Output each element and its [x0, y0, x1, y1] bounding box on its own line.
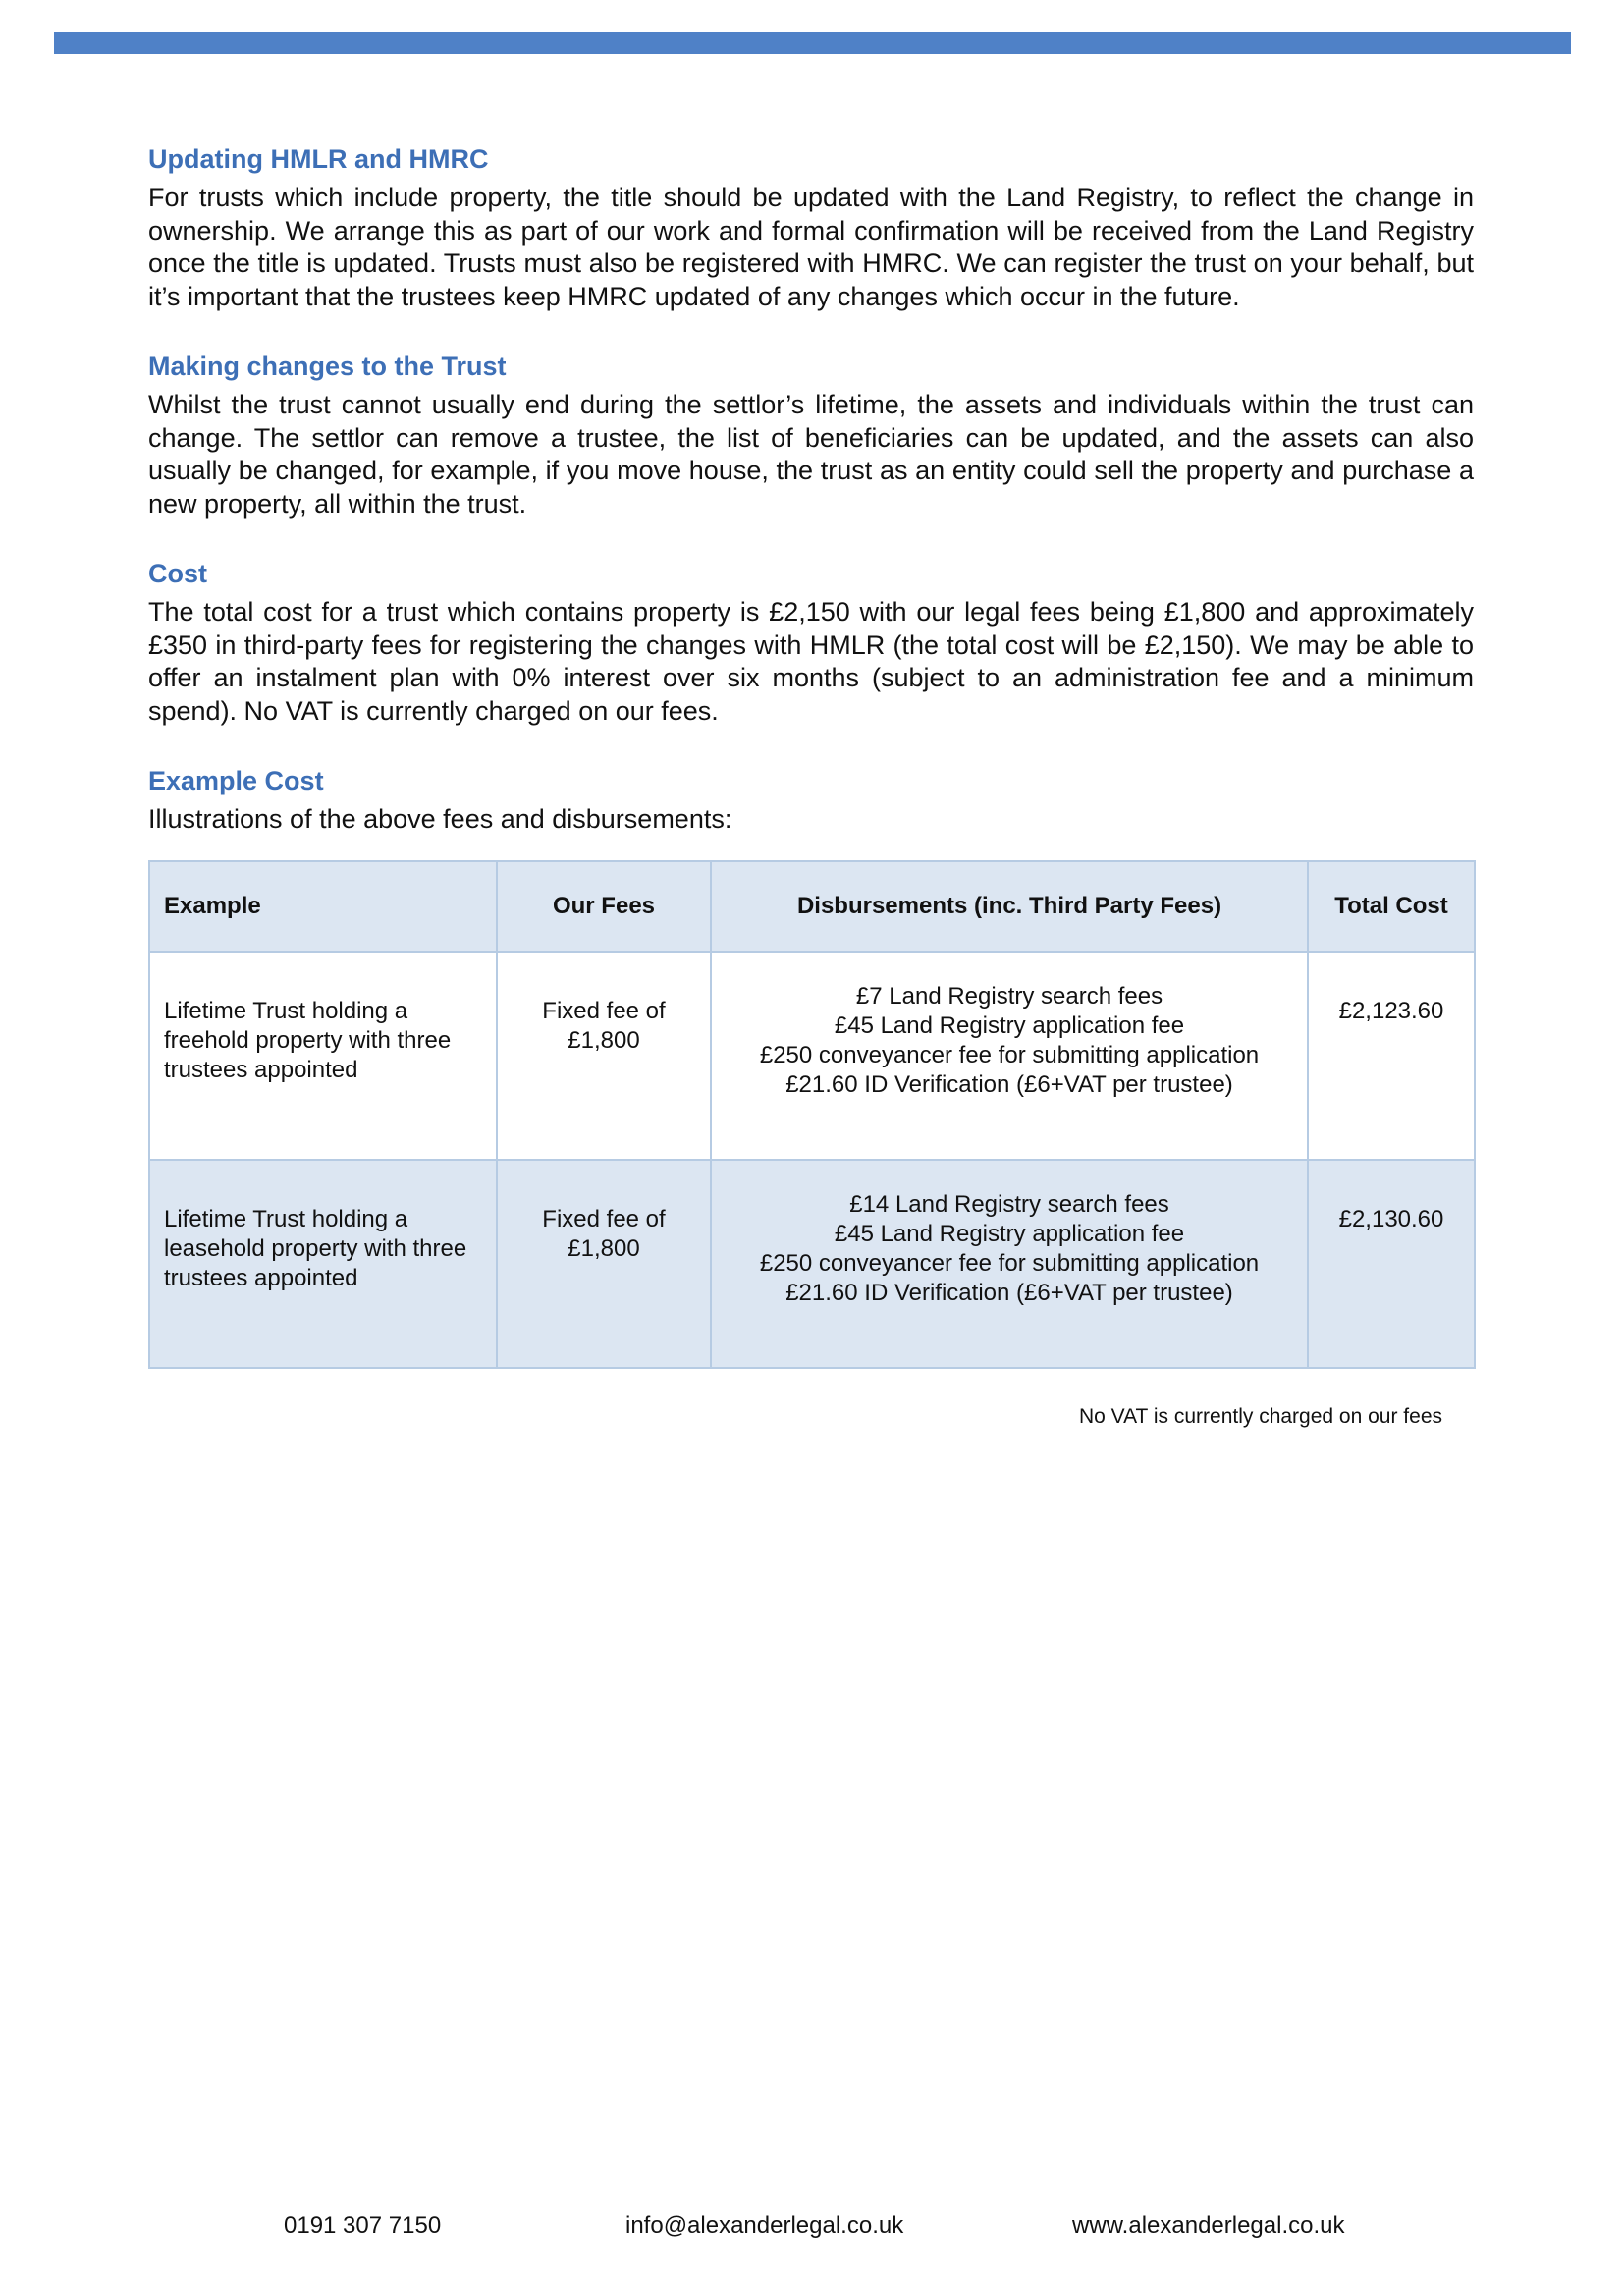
disbursements-cell	[711, 952, 1308, 1160]
total-cost-cell: £2,130.60	[1308, 1160, 1475, 1368]
our-fees-cell: Fixed fee of £1,800	[497, 1160, 711, 1368]
disbursement-item: £250 conveyancer fee for submitting application	[759, 1249, 1260, 1277]
section-paragraph: Whilst the trust cannot usually end during the settlor’s lifetime, the assets and individuals within the trust can change. The settlor can remove a trustee, the list of beneficiaries can be updated, and the assets can also usually be changed, for example, if you move house, the trust as an entity could sell the property and purchase a new property, all within the trust.	[148, 390, 1474, 519]
page-footer	[0, 2213, 1623, 2242]
section-making-changes	[148, 350, 1474, 520]
section-heading: Updating HMLR and HMRC	[148, 144, 489, 174]
section-heading: Making changes to the Trust	[148, 352, 507, 381]
document-body	[148, 142, 1474, 1429]
fees-table	[148, 860, 1476, 1369]
disbursement-item: £45 Land Registry application fee	[834, 1011, 1185, 1039]
disbursement-item: £250 conveyancer fee for submitting application	[759, 1041, 1260, 1068]
section-updating-hmlr-hmrc	[148, 142, 1474, 313]
table-row	[149, 1160, 1475, 1368]
section-cost	[148, 557, 1474, 728]
our-fees-cell: Fixed fee of £1,800	[497, 952, 711, 1160]
column-header-total-cost: Total Cost	[1308, 861, 1475, 952]
disbursement-item: £45 Land Registry application fee	[834, 1220, 1185, 1247]
section-paragraph: Illustrations of the above fees and disbursements:	[148, 804, 732, 834]
column-header-example: Example	[149, 861, 497, 952]
section-heading: Example Cost	[148, 766, 324, 795]
footer-website-link[interactable]: www.alexanderlegal.co.uk	[1072, 2213, 1345, 2239]
footer-email-link[interactable]: info@alexanderlegal.co.uk	[625, 2213, 904, 2239]
disbursement-item: £7 Land Registry search fees	[855, 982, 1163, 1010]
table-header-row	[149, 861, 1475, 952]
top-accent-bar	[54, 32, 1571, 54]
example-cell: Lifetime Trust holding a freehold property with three trustees appointed	[149, 952, 497, 1160]
column-header-our-fees: Our Fees	[497, 861, 711, 952]
table-row	[149, 952, 1475, 1160]
section-example-cost	[148, 764, 1474, 837]
column-header-disbursements: Disbursements (inc. Third Party Fees)	[711, 861, 1308, 952]
example-cell: Lifetime Trust holding a leasehold property with three trustees appointed	[149, 1160, 497, 1368]
disbursement-item: £21.60 ID Verification (£6+VAT per trustee)	[785, 1070, 1233, 1098]
total-cost-cell: £2,123.60	[1308, 952, 1475, 1160]
footer-phone-link[interactable]: 0191 307 7150	[284, 2213, 442, 2239]
disbursement-item: £14 Land Registry search fees	[849, 1190, 1169, 1218]
section-paragraph: For trusts which include property, the title should be updated with the Land Registry, to reflect the change in ownership. We arrange this as part of our work and formal confirmation will be received from the Land Registry once the title is updated. Trusts must also be registered with HMRC. We can register the trust on your behalf, but it’s important that the trustees keep HMRC updated of any changes which occur in the future.	[148, 183, 1474, 311]
disbursements-cell	[711, 1160, 1308, 1368]
disbursement-item: £21.60 ID Verification (£6+VAT per trustee)	[785, 1279, 1233, 1306]
vat-note: No VAT is currently charged on our fees	[1078, 1404, 1442, 1428]
section-paragraph: The total cost for a trust which contains property is £2,150 with our legal fees being £1,800 and approximately £350 in third-party fees for registering the changes with HMLR (the total cost will be £2,150). We may be able to offer an instalment plan with 0% interest over six months (subject to an administration fee and a minimum spend). No VAT is currently charged on our fees.	[148, 597, 1474, 726]
section-heading: Cost	[148, 559, 207, 588]
